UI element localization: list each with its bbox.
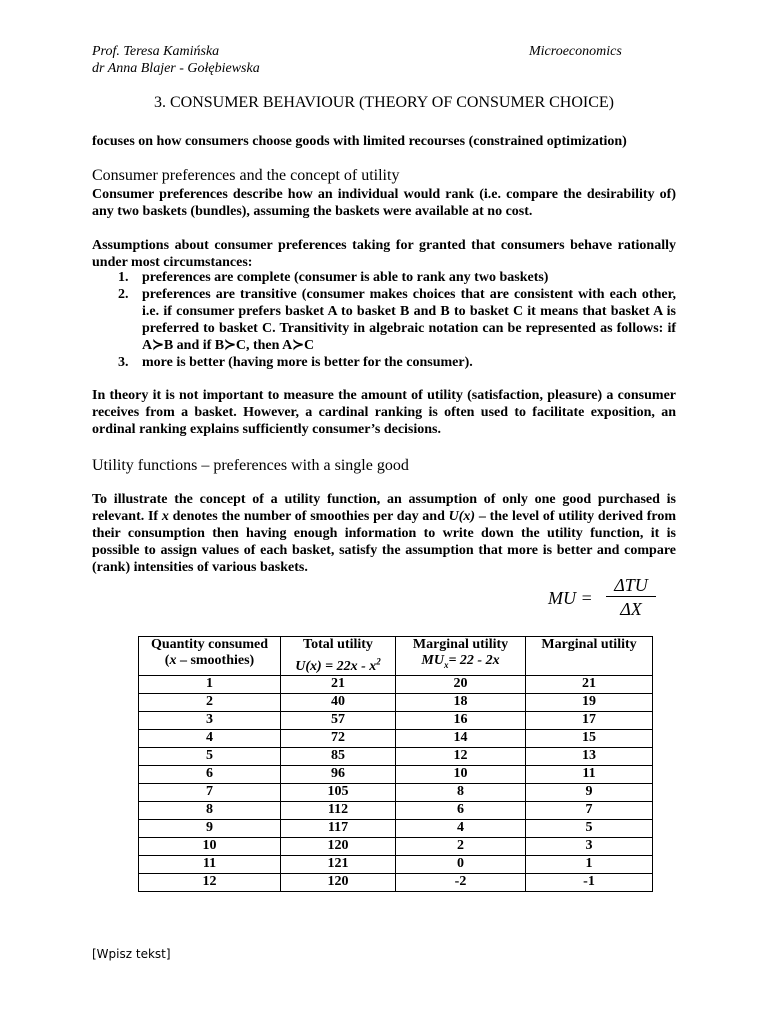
table-row — [139, 801, 653, 819]
course-name: Microeconomics — [529, 44, 622, 59]
table-cell: 4 — [396, 819, 526, 837]
table-cell: 5 — [139, 747, 281, 765]
table-cell: 7 — [526, 801, 653, 819]
list-item: 3. more is better (having more is better for the consumer). — [118, 355, 473, 370]
header-total-utility: Total utility $U(x) = 22x - x^2$ — [281, 637, 396, 676]
table-row — [139, 873, 653, 891]
table-cell: 120 — [281, 873, 396, 891]
table-cell: 105 — [281, 783, 396, 801]
table-cell: 21 — [526, 675, 653, 693]
table-row — [139, 693, 653, 711]
table-cell: 72 — [281, 729, 396, 747]
table-cell: 121 — [281, 855, 396, 873]
table-cell: 120 — [281, 837, 396, 855]
section-heading-utility-functions: Utility functions – preferences with a single good — [92, 457, 409, 474]
table-cell: 3 — [139, 711, 281, 729]
table-cell: 11 — [526, 765, 653, 783]
header-marginal-utility-formula: Marginal utility $MU_x= 22 - 2x$ — [396, 637, 526, 676]
preferences-paragraph: Consumer preferences describe how an individual would rank (i.e. compare the desirability of) any two baskets (bundles), assuming the baskets were available at no cost. — [92, 187, 676, 219]
table-cell: 117 — [281, 819, 396, 837]
formula-denominator: ΔX — [620, 599, 642, 619]
table-cell: 0 — [396, 855, 526, 873]
header-marginal-utility: Marginal utility — [526, 637, 653, 676]
table-cell: -1 — [526, 873, 653, 891]
table-row — [139, 783, 653, 801]
table-cell: 4 — [139, 729, 281, 747]
author-name-2: dr Anna Blajer - Gołębiewska — [92, 61, 260, 76]
assumptions-list — [92, 269, 676, 371]
author-name-1: Prof. Teresa Kamińska — [92, 44, 220, 59]
theory-paragraph: In theory it is not important to measure the amount of utility (satisfaction, pleasure) a consumer receives from a basket. However, a cardinal ranking is often used to facilitate exposition, an ordinal ranking explains sufficiently consumer’s decisions. — [92, 388, 676, 437]
table-cell: 1 — [526, 855, 653, 873]
table-cell: 57 — [281, 711, 396, 729]
table-cell: 13 — [526, 747, 653, 765]
table-cell: 9 — [139, 819, 281, 837]
utility-table — [138, 636, 653, 892]
table-cell: -2 — [396, 873, 526, 891]
table-cell: 10 — [396, 765, 526, 783]
table-cell: 20 — [396, 675, 526, 693]
assumptions-intro: Assumptions about consumer preferences taking for granted that consumers behave rationally under most circumstances: — [92, 238, 676, 270]
table-cell: 8 — [396, 783, 526, 801]
table-cell: 7 — [139, 783, 281, 801]
header-quantity: Quantity consumed (x – smoothies) — [139, 637, 281, 676]
section-heading-preferences: Consumer preferences and the concept of utility — [92, 167, 400, 184]
table-row — [139, 747, 653, 765]
table-row — [139, 765, 653, 783]
table-cell: 2 — [139, 693, 281, 711]
table-row — [139, 837, 653, 855]
table-cell: 16 — [396, 711, 526, 729]
table-row — [139, 729, 653, 747]
table-cell: 1 — [139, 675, 281, 693]
table-cell: 3 — [526, 837, 653, 855]
table-row — [139, 855, 653, 873]
table-cell: 85 — [281, 747, 396, 765]
table-cell: 18 — [396, 693, 526, 711]
table-cell: 2 — [396, 837, 526, 855]
list-item: 2. preferences are transitive (consumer makes choices that are consistent with each other, i.e. if consumer prefers basket A to basket B and B to basket C it means that basket A is preferred to basket C. Transitivity in algebraic notation can be represented as follows: if A≻B and if B≻C, then A≻C — [118, 287, 676, 353]
table-cell: 9 — [526, 783, 653, 801]
table-cell: 40 — [281, 693, 396, 711]
table-cell: 96 — [281, 765, 396, 783]
table-cell: 8 — [139, 801, 281, 819]
table-cell: 12 — [396, 747, 526, 765]
marginal-utility-formula: MU = ΔTU ΔX — [548, 574, 658, 624]
table-cell: 6 — [396, 801, 526, 819]
table-cell: 112 — [281, 801, 396, 819]
table-cell: 21 — [281, 675, 396, 693]
table-cell: 10 — [139, 837, 281, 855]
intro-paragraph: focuses on how consumers choose goods with limited recourses (constrained optimization) — [92, 134, 627, 149]
formula-numerator: ΔTU — [606, 574, 656, 597]
table-row — [139, 819, 653, 837]
table-row — [139, 711, 653, 729]
utility-function-paragraph: To illustrate the concept of a utility function, an assumption of only one good purchased is relevant. If x denotes the number of smoothies per day and U(x) – the level of utility derived from their consumption then having enough information to write down the utility function, it is possible to assign values of each basket, satisfy the assumption that more is better and compare (rank) intensities of various baskets. — [92, 492, 677, 575]
footer-placeholder: [Wpisz tekst] — [92, 947, 171, 961]
table-cell: 14 — [396, 729, 526, 747]
table-cell: 11 — [139, 855, 281, 873]
table-cell: 15 — [526, 729, 653, 747]
table-row — [139, 675, 653, 693]
table-body — [139, 675, 653, 891]
table-cell: 6 — [139, 765, 281, 783]
table-cell: 17 — [526, 711, 653, 729]
table-cell: 12 — [139, 873, 281, 891]
table-cell: 19 — [526, 693, 653, 711]
table-header-row — [139, 637, 653, 676]
chapter-title: 3. CONSUMER BEHAVIOUR (THEORY OF CONSUMER CHOICE) — [153, 94, 615, 111]
table-cell: 5 — [526, 819, 653, 837]
list-item: 1. preferences are complete (consumer is able to rank any two baskets) — [118, 270, 549, 285]
